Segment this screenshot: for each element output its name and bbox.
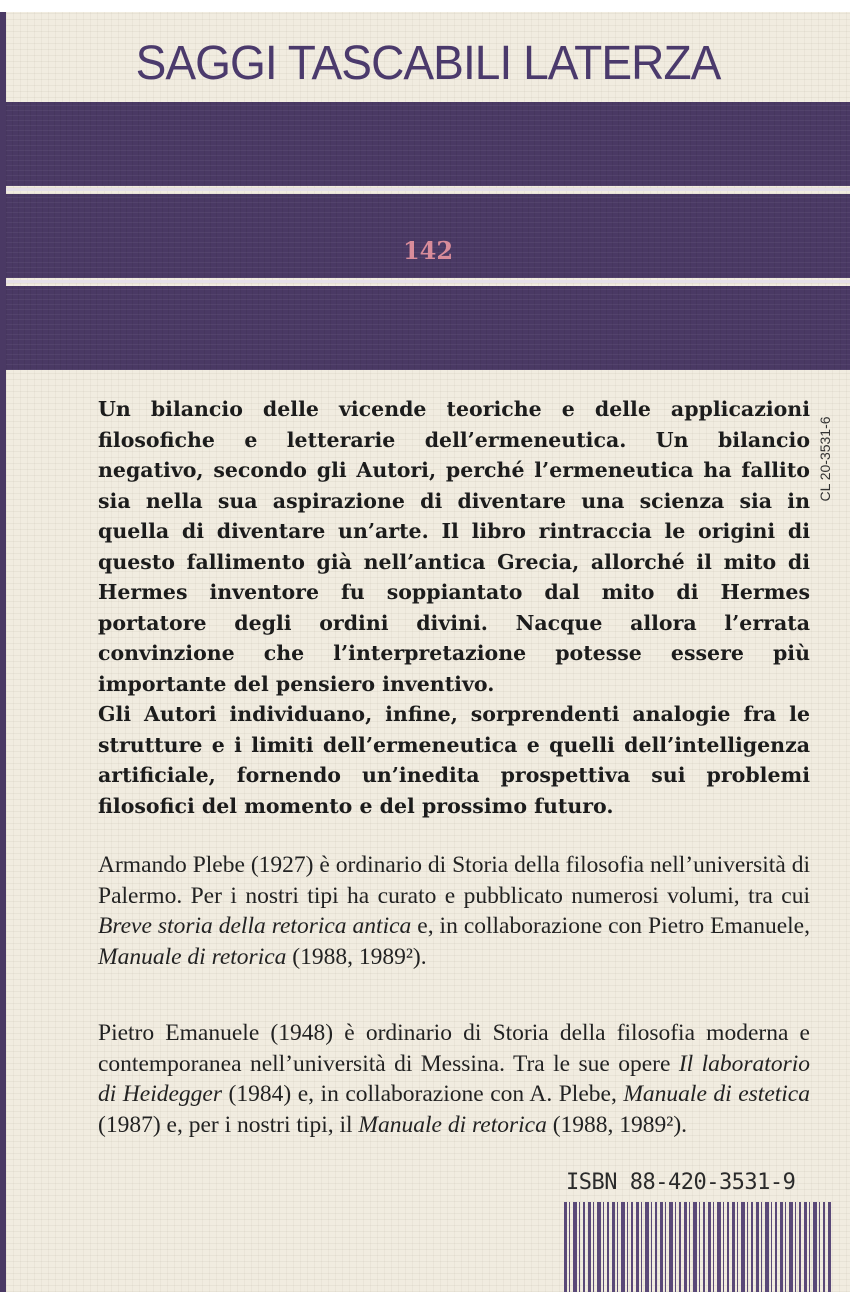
blurb-paragraph: Gli Autori individuano, infine, sorprendenti analogie fra le strutture e i limiti dell’ermeneutica e quelli dell’intelligenza artificiale, fornendo un’inedita prospettiva sui problemi filosofici del momento e del prossimo futuro. — [98, 702, 810, 818]
book-title: Manuale di retorica — [358, 1111, 547, 1138]
book-title: Manuale di retorica — [98, 943, 287, 970]
catalog-code-text: CL 20-3531-6 — [817, 416, 833, 502]
book-title: Breve storia della retorica antica — [98, 913, 412, 939]
bio-text: e, in collaborazione con Pietro Emanuele, — [411, 913, 810, 939]
purple-band-top — [6, 102, 850, 186]
bio-text: (1988, 1989²). — [286, 943, 427, 970]
book-blurb — [98, 394, 810, 821]
bio-text: Pietro Emanuele (1948) è ordinario di Storia della filosofia moderna e contemporanea nell’università di Messina. Tra le sue opere — [98, 1020, 810, 1077]
bio-text: (1988, 1989²). — [546, 1111, 688, 1138]
bio-text: (1987) e, per i nostri tipi, il — [98, 1111, 359, 1138]
band-divider-line — [6, 188, 850, 191]
volume-number: 142 — [402, 236, 454, 265]
catalog-code — [812, 404, 838, 514]
purple-band-bottom — [6, 286, 850, 370]
book-title: Manuale di estetica — [623, 1081, 810, 1107]
author-bio-emanuele — [98, 1018, 810, 1140]
isbn-barcode — [564, 1202, 832, 1292]
series-title: SAGGI TASCABILI LATERZA — [135, 37, 721, 90]
band-divider-line — [6, 280, 850, 283]
bio-text: Armando Plebe (1927) è ordinario di Storia della filosofia nell’università di Palermo. Per i nostri tipi ha curato e pubblicato numerosi volumi, tra cui — [98, 852, 810, 909]
isbn-label: ISBN 88-420-3531-9 — [566, 1170, 796, 1195]
blurb-paragraph: Un bilancio delle vicende teoriche e delle applicazioni filosofiche e letterarie dell’ermeneutica. Un bilancio negativo, secondo gli Autori, perché l’ermeneutica ha fallito sia nella sua aspirazione di diventare una scienza sia in quella di diventare un’arte. Il libro rintraccia le origini di questo fallimento già nell’antica Grecia, allorché il mito di Hermes inventore fu soppiantato dal mito di Hermes portatore degli ordini divini. Nacque allora l’errata convinzione che l’interpretazione potesse essere più importante del pensiero inventivo. — [98, 397, 810, 696]
bio-text: (1984) e, in collaborazione con A. Plebe, — [222, 1081, 624, 1107]
book-title: Il laboratorio di Heidegger — [98, 1050, 810, 1107]
back-cover — [6, 12, 850, 1292]
author-bio-plebe — [98, 850, 810, 972]
